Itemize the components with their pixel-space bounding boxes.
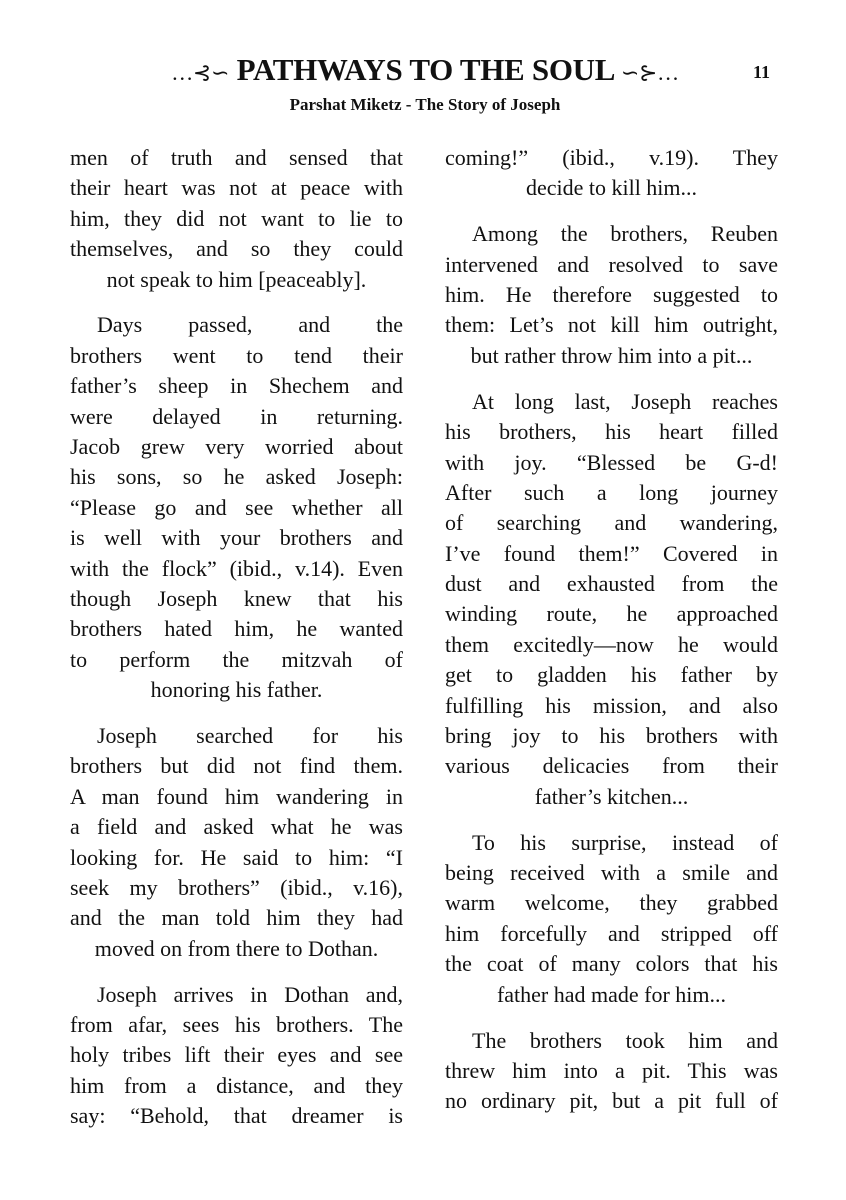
text-line: him forcefully and stripped off <box>445 920 778 946</box>
text-line: a field and asked what he was <box>70 814 403 840</box>
text-line: them excitedly—now he would <box>445 631 778 657</box>
text-line: After such a long journey <box>445 479 778 505</box>
text-line: coming!” (ibid., v.19). They <box>445 145 778 170</box>
text-line: themselves, and so they could <box>70 236 403 262</box>
right-column <box>445 143 778 1132</box>
text-line: At long last, Joseph reaches <box>472 388 778 414</box>
text-line: the coat of many colors that his <box>445 951 778 977</box>
text-line: I’ve found them!” Covered in <box>445 540 778 566</box>
text-line: threw him into a pit. This was <box>445 1057 778 1083</box>
text-line: father had made for him... <box>496 981 727 1007</box>
chapter-subtitle: Parshat Miketz - The Story of Joseph <box>289 95 561 114</box>
text-line: but rather throw him into a pit... <box>470 342 753 368</box>
text-line: from afar, sees his brothers. The <box>70 1012 403 1038</box>
text-line: dust and exhausted from the <box>445 571 778 597</box>
text-line: seek my brothers” (ibid., v.16), <box>70 874 403 900</box>
paragraph <box>445 387 778 812</box>
text-line: him. He therefore suggested to <box>445 282 778 308</box>
text-line: warm welcome, they grabbed <box>445 890 778 916</box>
running-header <box>0 50 846 90</box>
paragraph <box>70 980 403 1132</box>
text-line: being received with a smile and <box>445 860 778 886</box>
page-number: 11 <box>753 62 771 82</box>
text-line: no ordinary pit, but a pit full of <box>445 1088 778 1114</box>
text-line: honoring his father. <box>150 677 323 703</box>
paragraph <box>445 1026 778 1117</box>
text-line: moved on from there to Dothan. <box>94 935 379 961</box>
paragraph <box>70 310 403 705</box>
text-line: say: “Behold, that dreamer is <box>70 1103 403 1129</box>
book-title-text: PATHWAYS TO THE SOUL <box>236 52 614 87</box>
text-line: decide to kill him... <box>525 175 698 201</box>
text-line: brothers hated him, he wanted <box>70 616 403 642</box>
text-line: of searching and wandering, <box>445 510 778 536</box>
text-line: with joy. “Blessed be G-d! <box>445 449 778 475</box>
text-line: fulfilling his mission, and also <box>445 692 778 718</box>
text-line: men of truth and sensed that <box>70 145 403 170</box>
ornament-left-icon: …⊰∽ <box>171 59 230 85</box>
text-line: his sons, so he asked Joseph: <box>70 464 403 490</box>
ornament-right-icon: ∽⊱… <box>620 59 679 85</box>
text-line: is well with your brothers and <box>70 525 403 551</box>
book-title <box>125 52 725 88</box>
text-line: though Joseph knew that his <box>70 585 403 611</box>
text-line: not speak to him [peaceably]. <box>106 266 367 292</box>
text-line: intervened and resolved to save <box>445 251 778 277</box>
text-line: brothers but did not find them. <box>70 753 403 779</box>
text-line: were delayed in returning. <box>70 403 403 429</box>
text-line: his brothers, his heart filled <box>445 419 778 445</box>
text-line: their heart was not at peace with <box>70 175 403 201</box>
text-line: winding route, he approached <box>445 601 778 627</box>
text-line: to perform the mitzvah of <box>70 646 403 672</box>
text-line: get to gladden his father by <box>445 662 778 688</box>
paragraph <box>70 143 403 295</box>
paragraph <box>445 219 778 371</box>
left-column <box>70 143 403 1147</box>
text-line: holy tribes lift their eyes and see <box>70 1042 403 1068</box>
text-line: father’s kitchen... <box>534 783 689 809</box>
text-line: looking for. He said to him: “I <box>70 844 403 870</box>
text-line: father’s sheep in Shechem and <box>70 373 403 399</box>
text-line: with the flock” (ibid., v.14). Even <box>70 555 403 581</box>
text-line: and the man told him they had <box>70 905 403 931</box>
text-line: him from a distance, and they <box>70 1072 403 1098</box>
text-line: bring joy to his brothers with <box>445 723 778 749</box>
text-line: him, they did not want to lie to <box>70 205 403 231</box>
text-line: Jacob grew very worried about <box>70 434 403 460</box>
text-line: brothers went to tend their <box>70 342 403 368</box>
text-line: Joseph arrives in Dothan and, <box>97 981 403 1007</box>
text-line: A man found him wandering in <box>70 783 403 809</box>
paragraph <box>445 143 778 204</box>
text-line: “Please go and see whether all <box>70 494 403 520</box>
paragraph <box>445 828 778 1010</box>
paragraph <box>70 721 403 964</box>
text-line: Among the brothers, Reuben <box>472 221 778 247</box>
text-line: various delicacies from their <box>445 753 778 779</box>
text-line: them: Let’s not kill him outright, <box>445 312 778 338</box>
text-line: The brothers took him and <box>472 1027 778 1053</box>
text-line: Days passed, and the <box>97 312 403 338</box>
text-line: To his surprise, instead of <box>472 829 778 855</box>
text-line: Joseph searched for his <box>97 723 403 749</box>
